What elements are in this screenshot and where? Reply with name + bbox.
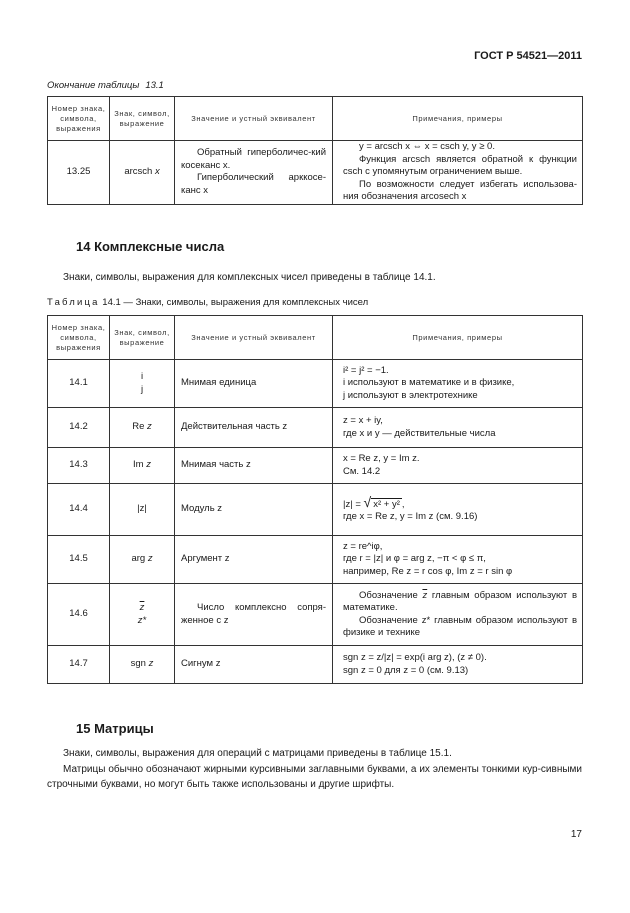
table-row	[48, 484, 583, 536]
table-header-row	[48, 97, 583, 141]
row-symbol	[110, 408, 175, 448]
row-number: 14.4	[48, 484, 110, 536]
note-line: По возможности следует избегать использова-ния обозначения arcosech x	[343, 178, 577, 202]
symbol-variable: z	[148, 658, 154, 670]
table-row	[48, 360, 583, 408]
sqrt-icon: √	[363, 493, 372, 510]
symbol-text: j	[140, 383, 144, 395]
symbol-conjugate-star: z*	[137, 614, 147, 626]
note-line: j используют в электротехнике	[343, 389, 478, 401]
modulus-formula	[343, 493, 577, 512]
header-notes: Примечания, примеры	[333, 97, 583, 141]
note-line: z = x + iy,	[343, 415, 383, 426]
note-line: См. 14.2	[343, 465, 381, 477]
note-line: i² = j² = −1.	[343, 364, 389, 376]
table-row	[48, 536, 583, 584]
row-notes	[333, 584, 583, 646]
note-line: x = Re z, y = Im z.	[343, 453, 420, 464]
row-notes	[333, 360, 583, 408]
section-14-paragraph: Знаки, символы, выражения для комплексных чисел приведены в таблице 14.1.	[63, 272, 436, 283]
table-row	[48, 141, 583, 205]
symbol-text: Im	[133, 459, 144, 471]
table-row	[48, 408, 583, 448]
table-row	[48, 448, 583, 484]
table-13-1	[47, 96, 583, 205]
symbol-text: Re	[132, 421, 145, 433]
header-symbol: Знак, символ, выражение	[110, 97, 175, 141]
note-line: sgn z = 0 для z = 0 (см. 9.13)	[343, 664, 469, 676]
row-number: 13.25	[48, 141, 110, 205]
row-number: 14.5	[48, 536, 110, 584]
row-symbol: |z|	[110, 484, 175, 536]
note-line: где x и y — действительные числа	[343, 427, 496, 439]
row-number: 14.2	[48, 408, 110, 448]
row-notes	[333, 448, 583, 484]
table-header-row	[48, 316, 583, 360]
header-meaning: Значение и устный эквивалент	[175, 97, 333, 141]
meaning-line: Обратный гиперболичес-кий косеканс x.	[181, 147, 326, 171]
caption-word: Таблица	[47, 297, 100, 308]
note-line: z = re^iφ,	[343, 540, 383, 552]
symbol-text: arcsch	[124, 166, 153, 177]
table-row	[48, 646, 583, 684]
row-symbol	[110, 448, 175, 484]
note-fragment: главным образом используют в математике.	[343, 589, 578, 613]
row-symbol	[110, 646, 175, 684]
row-meaning: Число комплексно сопря-женное с z	[175, 584, 333, 646]
row-meaning: Сигнум z	[175, 646, 333, 684]
note-fragment: Обозначение	[359, 589, 418, 601]
caption-prefix: Окончание таблицы	[47, 80, 140, 91]
table-row	[48, 584, 583, 646]
row-meaning: Мнимая единица	[175, 360, 333, 408]
table-14-1	[47, 315, 583, 684]
table-13-1-continuation-caption	[47, 80, 164, 91]
note-fragment: $\overline{z}$	[422, 589, 428, 601]
note-line	[343, 590, 577, 615]
caption-number: 13.1	[145, 80, 164, 91]
note-line: Обозначение z* главным образом используют в физике и технике	[343, 614, 577, 638]
section-15-paragraph: Матрицы обычно обозначают жирными курсивными заглавными буквами, а их элементы тонкими кур-сивными строчными буквами, но могут быть также использованы и другие шрифты.	[47, 764, 582, 790]
header-notes: Примечания, примеры	[333, 316, 583, 360]
meaning-line: Гиперболический арккосе-канс x	[181, 172, 326, 196]
symbol-variable: x	[154, 166, 160, 177]
note-line: Функция arcsch является обратной к функции csch с упомянутым ограничением выше.	[343, 153, 577, 177]
note-line: где x = Re z, y = Im z (см. 9.16)	[343, 511, 478, 522]
row-notes	[333, 408, 583, 448]
row-notes	[333, 536, 583, 584]
row-meaning: Аргумент z	[175, 536, 333, 584]
row-meaning: Мнимая часть z	[175, 448, 333, 484]
header-symbol: Знак, символ, выражение	[110, 316, 175, 360]
row-number: 14.7	[48, 646, 110, 684]
formula-radicand: x² + y²	[373, 498, 400, 510]
note-line: sgn z = z/|z| = exp(i arg z), (z ≠ 0).	[343, 652, 487, 663]
symbol-text: sgn	[130, 658, 146, 670]
symbol-conjugate-bar: $\overline{z}$	[139, 602, 145, 613]
header-number: Номер знака, символа, выражения	[48, 97, 110, 141]
caption-rest: 14.1 — Знаки, символы, выражения для комплексных чисел	[102, 297, 369, 308]
row-meaning: Модуль z	[175, 484, 333, 536]
section-15-paragraph: Знаки, символы, выражения для операций с матрицами приведены в таблице 15.1.	[63, 748, 452, 759]
note-line: например, Re z = r cos φ, Im z = r sin φ	[343, 565, 513, 577]
note-line: где r = |z| и φ = arg z, −π < φ ≤ π,	[343, 553, 486, 565]
symbol-variable: z	[147, 421, 152, 433]
section-14-title: 14 Комплексные числа	[76, 239, 225, 254]
section-15-title: 15 Матрицы	[76, 721, 154, 736]
row-meaning: Действительная часть z	[175, 408, 333, 448]
formula-end: ,	[401, 498, 405, 510]
row-number: 14.6	[48, 584, 110, 646]
row-symbol	[110, 141, 175, 205]
formula-lhs: |z| =	[343, 498, 361, 510]
row-notes	[333, 484, 583, 536]
header-meaning: Значение и устный эквивалент	[175, 316, 333, 360]
row-symbol	[110, 536, 175, 584]
symbol-text: arg	[131, 553, 146, 565]
row-symbol	[110, 360, 175, 408]
table-14-1-caption	[47, 297, 368, 308]
document-code: ГОСТ Р 54521—2011	[474, 50, 582, 62]
row-number: 14.3	[48, 448, 110, 484]
symbol-variable: z	[147, 553, 153, 565]
header-number: Номер знака, символа, выражения	[48, 316, 110, 360]
row-notes	[333, 141, 583, 205]
page-number: 17	[570, 829, 582, 840]
symbol-variable: z	[146, 459, 151, 471]
row-symbol	[110, 584, 175, 646]
note-line: i используют в математике и в физике,	[343, 377, 515, 389]
note-line: y = arcsch x ⇔ x = csch y, y ≥ 0.	[359, 141, 495, 152]
row-number: 14.1	[48, 360, 110, 408]
row-notes	[333, 646, 583, 684]
symbol-text: i	[140, 371, 144, 382]
row-meaning	[175, 141, 333, 205]
